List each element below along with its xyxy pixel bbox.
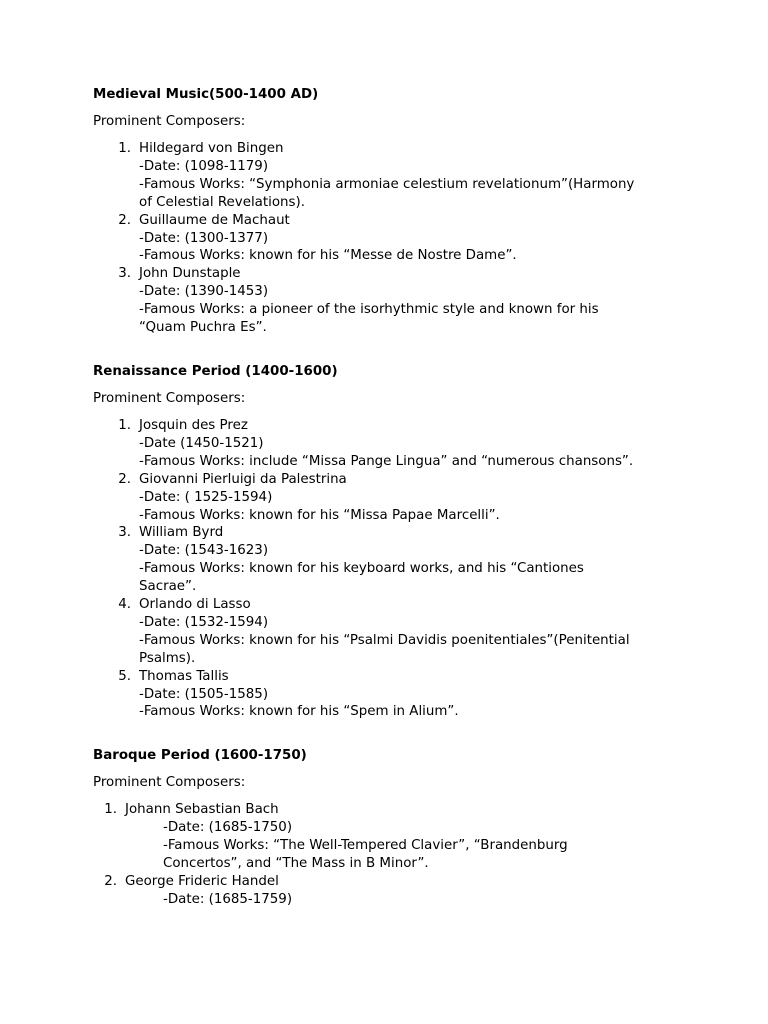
composer-name: Josquin des Prez [139, 417, 248, 433]
document-page [93, 86, 693, 935]
list-number: 1. [118, 417, 131, 433]
section-heading: Renaissance Period (1400-1600) [93, 363, 338, 379]
list-number: 1. [104, 802, 117, 818]
list-item [93, 668, 693, 722]
composer-name: Johann Sebastian Bach [125, 802, 279, 818]
list-item [93, 873, 693, 909]
composer-works: Psalms). [139, 650, 196, 666]
composer-date: -Date: (1685-1759) [163, 891, 293, 907]
composer-works: -Famous Works: “The Well-Tempered Clavier”, “Brandenburg [163, 838, 568, 854]
list-item [93, 596, 693, 668]
composer-works: Concertos”, and “The Mass in B Minor”. [163, 856, 429, 872]
list-item [93, 417, 693, 471]
list-number: 3. [118, 525, 131, 541]
composer-date: -Date: ( 1525-1594) [139, 489, 273, 505]
composer-list [93, 801, 693, 908]
composer-date: -Date: (1543-1623) [139, 543, 269, 559]
composer-works: -Famous Works: known for his “Missa Papae Marcelli”. [139, 507, 500, 523]
list-number: 1. [118, 141, 131, 156]
composer-date: -Date: (1505-1585) [139, 686, 269, 702]
section-baroque [93, 747, 693, 908]
list-number: 4. [118, 597, 131, 613]
section-renaissance [93, 363, 693, 721]
composer-name: John Dunstaple [139, 266, 241, 282]
composer-name: Hildegard von Bingen [139, 141, 284, 156]
composer-list [93, 140, 693, 337]
section-subheading: Prominent Composers: [93, 114, 246, 129]
composer-name: Guillaume de Machaut [139, 212, 290, 228]
composer-date: -Date: (1098-1179) [139, 158, 269, 174]
list-number: 2. [104, 874, 117, 889]
composer-name: William Byrd [139, 525, 224, 541]
composer-works: -Famous Works: “Symphonia armoniae celestium revelationum”(Harmony [139, 176, 635, 192]
list-item [93, 801, 693, 873]
list-item [93, 212, 693, 266]
list-item [93, 524, 693, 596]
list-number: 2. [118, 212, 131, 228]
list-item [93, 471, 693, 525]
composer-works: -Famous Works: known for his “Spem in Alium”. [139, 704, 459, 720]
composer-date: -Date: (1532-1594) [139, 614, 269, 630]
list-item [93, 140, 693, 212]
composer-works: “Quam Puchra Es”. [139, 320, 267, 336]
composer-works: Sacrae”. [139, 579, 197, 595]
composer-works: -Famous Works: a pioneer of the isorhythmic style and known for his [139, 302, 599, 318]
composer-list [93, 417, 693, 721]
section-subheading: Prominent Composers: [93, 775, 246, 791]
composer-works: -Famous Works: known for his keyboard works, and his “Cantiones [139, 561, 584, 577]
composer-date: -Date: (1390-1453) [139, 284, 269, 300]
composer-works: -Famous Works: include “Missa Pange Lingua” and “numerous chansons”. [139, 453, 634, 469]
section-heading: Medieval Music(500-1400 AD) [93, 87, 319, 102]
list-item [93, 265, 693, 337]
composer-name: Orlando di Lasso [139, 597, 251, 613]
composer-works: -Famous Works: known for his “Messe de Nostre Dame”. [139, 248, 517, 264]
list-number: 3. [118, 266, 131, 282]
section-subheading: Prominent Composers: [93, 390, 246, 406]
composer-date: -Date: (1300-1377) [139, 230, 269, 246]
composer-date: -Date (1450-1521) [139, 435, 264, 451]
composer-works: of Celestial Revelations). [139, 194, 305, 210]
composer-name: Giovanni Pierluigi da Palestrina [139, 471, 347, 487]
section-medieval [93, 86, 693, 337]
list-number: 5. [118, 668, 131, 684]
composer-name: Thomas Tallis [139, 668, 229, 684]
list-number: 2. [118, 471, 131, 487]
composer-works: -Famous Works: known for his “Psalmi Davidis poenitentiales”(Penitential [139, 632, 630, 648]
composer-date: -Date: (1685-1750) [163, 820, 293, 836]
section-heading: Baroque Period (1600-1750) [93, 748, 307, 764]
composer-name: George Frideric Handel [125, 874, 279, 889]
